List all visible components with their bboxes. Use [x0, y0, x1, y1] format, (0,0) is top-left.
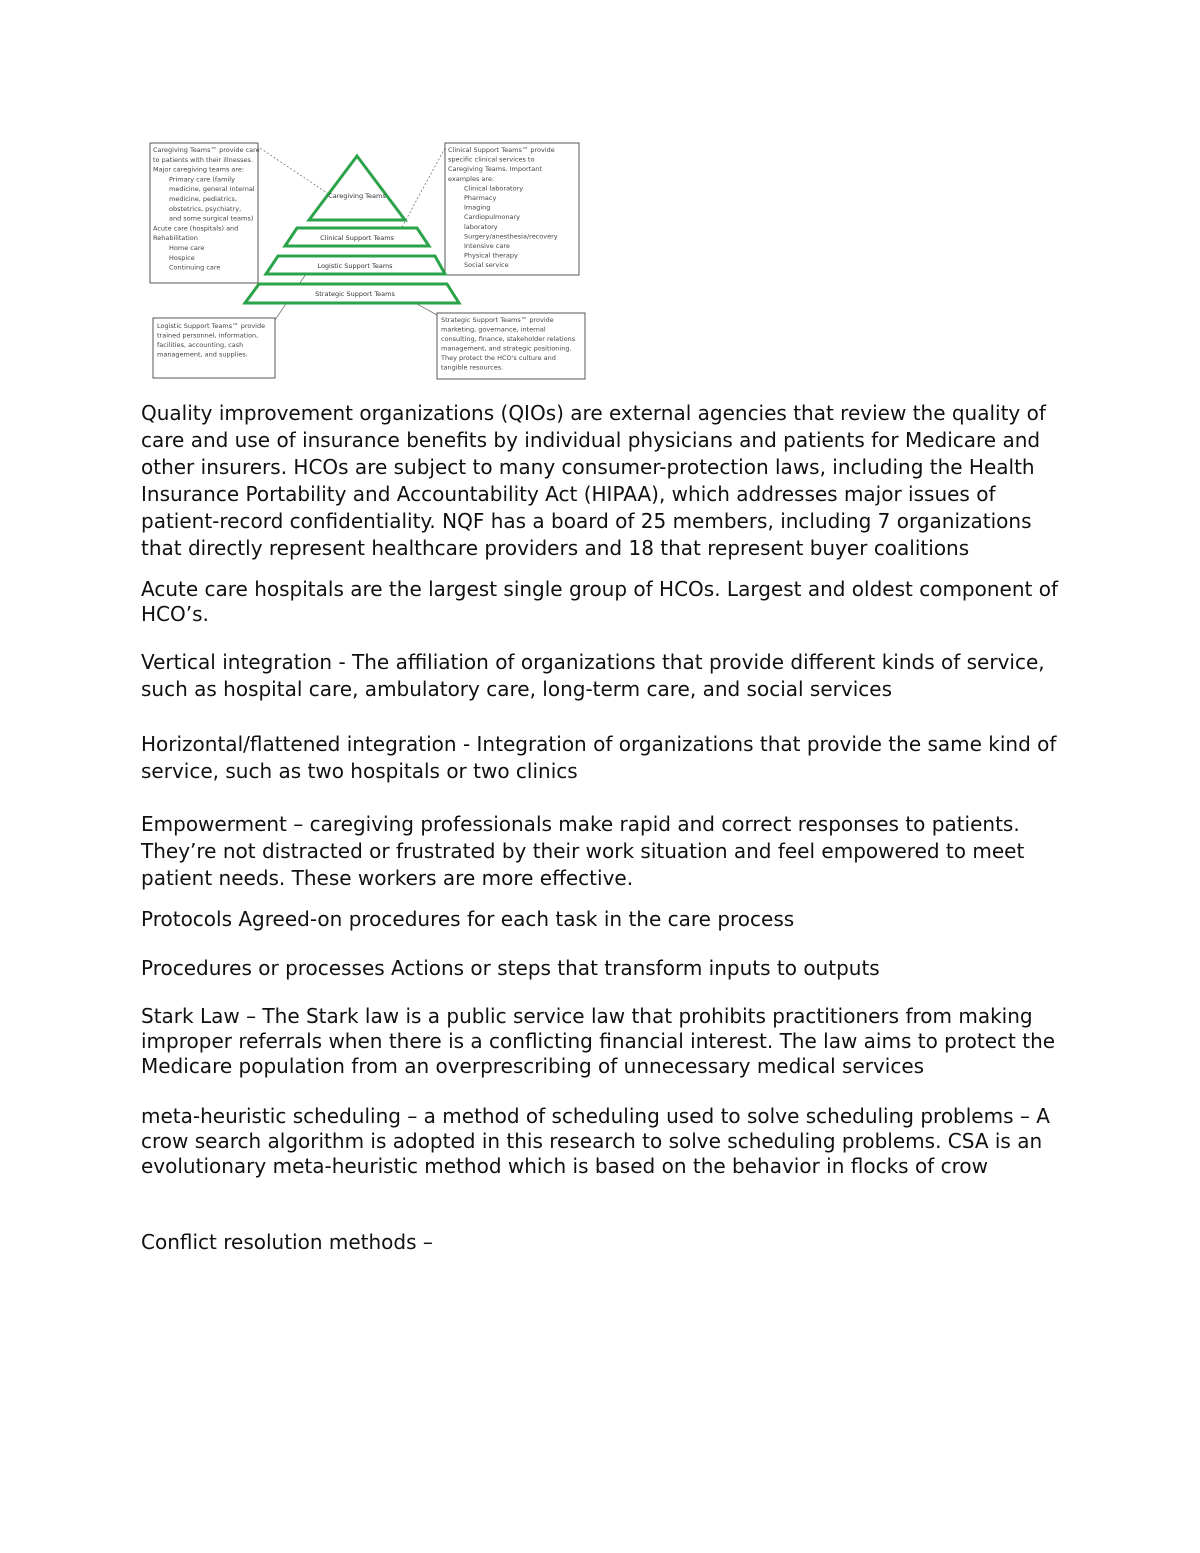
box-text-line: Major caregiving teams are: [153, 165, 245, 174]
paragraph-qios: Quality improvement organizations (QIOs) are external agencies that review the quality of care and use of insurance benefits by individual physicians and patients for Medicare and other insurers. HCOs are subject to many consumer-protection laws, including the Health Insurance Portability and Accountability Act (HIPAA), which addresses major issues of patient-record confidentiality. NQF has a board of 25 members, including 7 organizations that directly represent healthcare providers and 18 that represent buyer coalitions [141, 401, 1053, 560]
box-text-line: Acute care (hospitals) and [153, 224, 239, 233]
box-text-line: Caregiving Teams. Important [448, 165, 542, 174]
box-text-line: and some surgical teams) [169, 214, 254, 223]
box-text-line: Clinical Support Teams™ provide [448, 146, 555, 154]
box-text-line: Physical therapy [464, 251, 518, 260]
box-text-line: Hospice [169, 253, 195, 262]
box-text-line: Surgery/anesthesia/recovery [464, 232, 558, 241]
box-text-line: consulting, finance, stakeholder relations [441, 335, 576, 343]
box-text-line: Cardiopulmonary [464, 213, 520, 222]
box-text-line: Rehabilitation [153, 234, 198, 243]
box-text-line: Imaging [464, 203, 491, 212]
box-text-line: management, and supplies. [157, 350, 248, 359]
box-text-line: medicine, pediatrics, [169, 195, 237, 203]
box-text-line: Logistic Support Teams™ provide [157, 322, 266, 330]
tier-label-logistic: Logistic Support Teams [317, 262, 393, 270]
pyramid-diagram [145, 140, 587, 383]
box-text-line: to patients with their illnesses. [153, 155, 254, 164]
paragraph-acute-care: Acute care hospitals are the largest single group of HCOs. Largest and oldest component of HCO’s. [141, 577, 1065, 626]
box-text-line: examples are: [448, 174, 495, 183]
box-text-line: Caregiving Teams™ provide care [153, 146, 260, 154]
box-text-line: They protect the HCO's culture and [441, 354, 556, 362]
connector-caregiving [257, 146, 330, 195]
paragraph-horizontal-integration: Horizontal/flattened integration - Integration of organizations that provide the same kind of service, such as two hospitals or two clinics [141, 732, 1063, 783]
box-text-line: Home care [169, 244, 205, 252]
box-text-line: Clinical laboratory [464, 184, 524, 193]
box-text-line: laboratory [464, 222, 498, 231]
tier-caregiving [309, 156, 405, 220]
box-text-line: trained personnel, information, [157, 331, 259, 340]
box-text-line: Pharmacy [464, 194, 497, 202]
box-text-line: Strategic Support Teams™ provide [441, 316, 554, 324]
box-text-line: medicine, general internal [169, 185, 255, 194]
box-text-line: marketing, governance, internal [441, 325, 546, 334]
paragraph-protocols: Protocols Agreed-on procedures for each task in the care process [141, 907, 795, 931]
paragraph-meta-heuristic: meta-heuristic scheduling – a method of scheduling used to solve scheduling problems – A crow search algorithm is adopted in this research to solve scheduling problems. CSA is an evolutionary meta-heuristic method which is based on the behavior in flocks of crow [141, 1104, 1057, 1178]
document-body [141, 400, 1065, 1256]
paragraph-empowerment: Empowerment – caregiving professionals make rapid and correct responses to patients. They’re not distracted or frustrated by their work situation and feel empowered to meet patient needs. These workers are more effective. [141, 812, 1031, 890]
connector-clinical [395, 148, 445, 240]
box-text-line: facilities, accounting, cash [157, 341, 244, 349]
box-text-line: specific clinical services to [448, 155, 535, 164]
paragraph-vertical-integration: Vertical integration - The affiliation of organizations that provide different kinds of service, such as hospital care, ambulatory care, long-term care, and social services [141, 650, 1051, 701]
tier-label-clinical: Clinical Support Teams [320, 234, 394, 242]
paragraph-stark-law: Stark Law – The Stark law is a public service law that prohibits practitioners from making improper referrals when there is a conflicting financial interest. The law aims to protect the Medicare population from an overprescribing of unnecessary medical services [141, 1004, 1062, 1078]
box-text-line: management, and strategic positioning. [441, 344, 572, 353]
box-caregiving-teams [150, 143, 258, 283]
tier-label-caregiving: Caregiving Teams [328, 192, 386, 200]
box-text-line: tangible resources. [441, 363, 504, 372]
paragraph-conflict-resolution: Conflict resolution methods – [141, 1230, 433, 1254]
box-text-line: Social service [464, 261, 509, 270]
box-text-line: Intensive care [464, 242, 510, 250]
box-text-line: obstetrics, psychiatry, [169, 204, 242, 213]
box-text-line: Continuing care [169, 263, 221, 272]
paragraph-procedures: Procedures or processes Actions or steps that transform inputs to outputs [141, 956, 880, 980]
box-text-line: Primary care (family [169, 175, 235, 184]
hco-pyramid-figure [145, 140, 587, 383]
tier-label-strategic: Strategic Support Teams [315, 290, 395, 298]
